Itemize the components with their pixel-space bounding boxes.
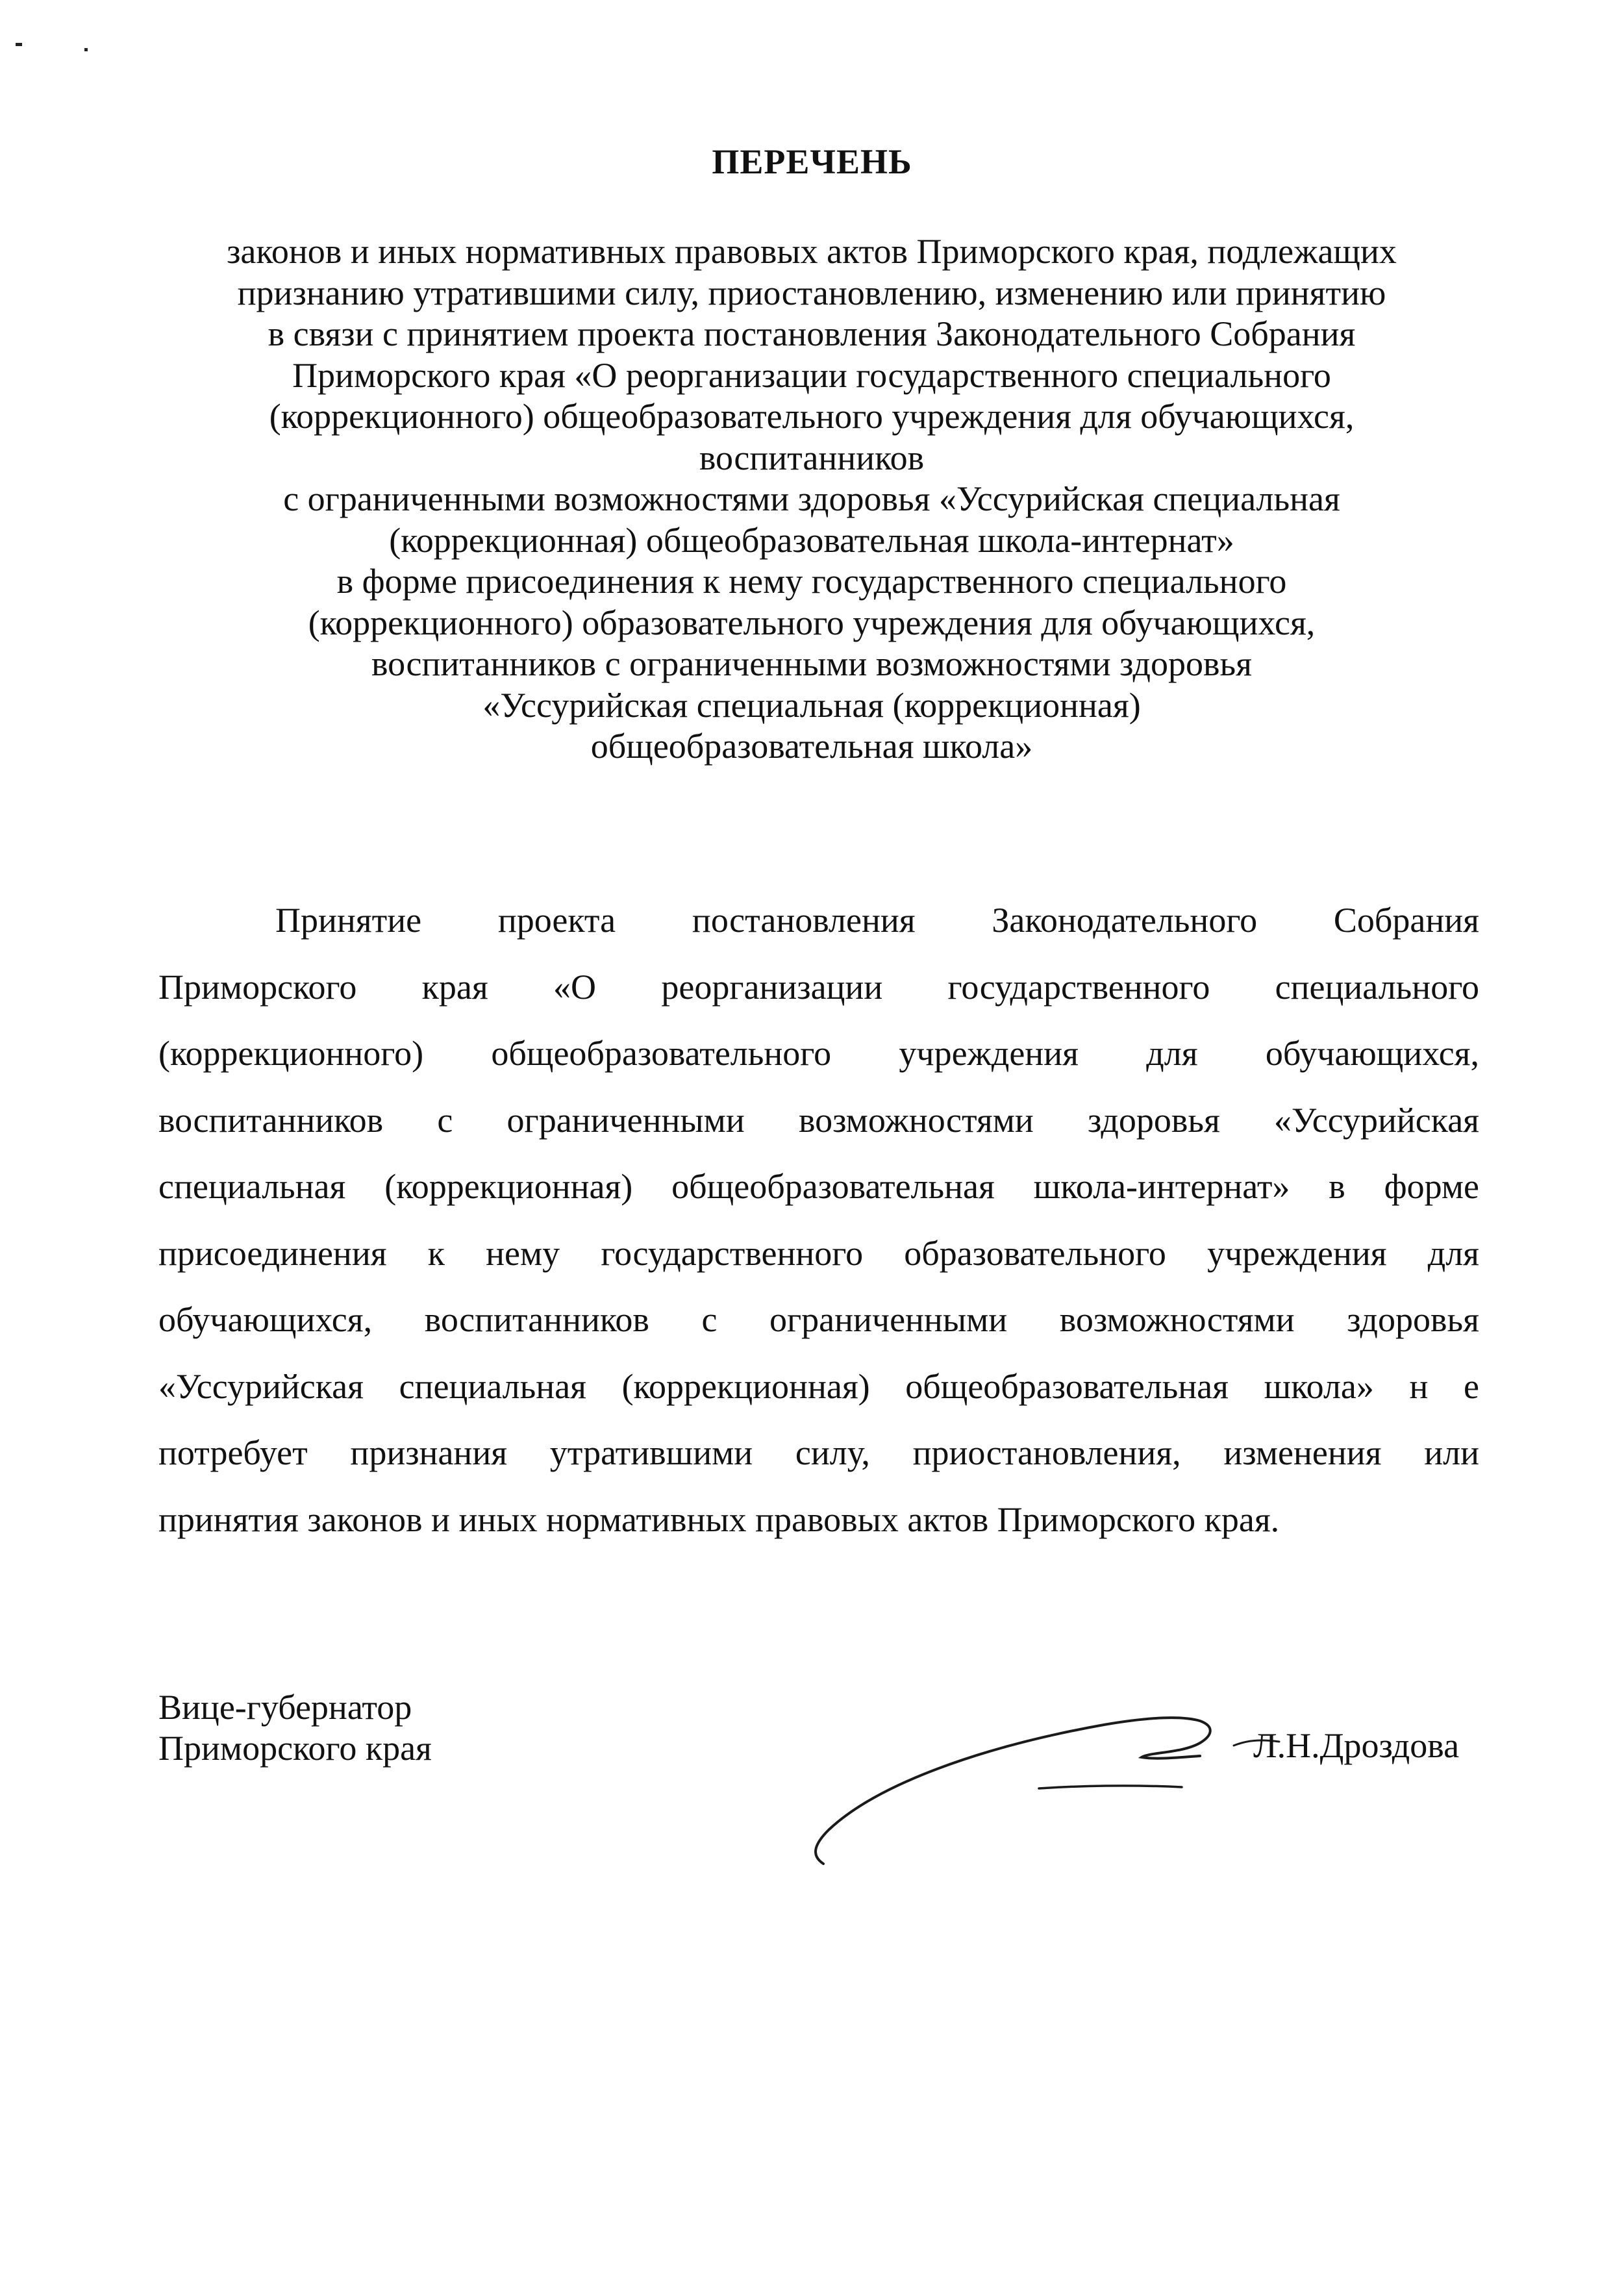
- subtitle-line: законов и иных нормативных правовых актов Приморского края, подлежащих: [227, 232, 1397, 271]
- subtitle-line: с ограниченными возможностями здоровья «Уссурийская специальная: [283, 479, 1340, 518]
- scan-speck: [84, 48, 88, 51]
- body-line: потребует признания утратившими силу, приостановления, изменения или: [158, 1433, 1479, 1472]
- body-line: Приморского края «О реорганизации государственного специального: [158, 967, 1479, 1007]
- subtitle-line: Приморского края «О реорганизации государственного специального: [292, 355, 1331, 395]
- subtitle-line: признанию утратившими силу, приостановлению, изменению или принятию: [237, 273, 1386, 312]
- body-line: (коррекционного) общеобразовательного учреждения для обучающихся,: [158, 1034, 1479, 1073]
- body-line: Принятие проекта постановления Законодательного Собрания: [275, 901, 1479, 940]
- body-line: воспитанников с ограниченными возможностями здоровья «Уссурийская: [158, 1100, 1479, 1140]
- body-line: присоединения к нему государственного образовательного учреждения для: [158, 1233, 1479, 1273]
- signatory-position: [158, 1687, 432, 1769]
- body-line: специальная (коррекционная) общеобразовательная школа-интернат» в форме: [158, 1167, 1479, 1206]
- subtitle-line: в форме присоединения к нему государственного специального: [336, 562, 1287, 601]
- subtitle-line: (коррекционного) образовательного учреждения для обучающихся,: [308, 603, 1316, 642]
- signatory-position-line: Приморского края: [158, 1729, 432, 1768]
- body-line: обучающихся, воспитанников с ограниченными возможностями здоровья: [158, 1300, 1479, 1339]
- body-line: принятия законов и иных нормативных правовых актов Приморского края.: [158, 1499, 1280, 1539]
- subtitle-line: (коррекционная) общеобразовательная школа-интернат»: [389, 520, 1234, 560]
- body-paragraph: [158, 887, 1479, 1553]
- scan-speck: [16, 43, 22, 46]
- signatory-position-line: Вице-губернатор: [158, 1688, 412, 1727]
- document-title: ПЕРЕЧЕНЬ: [712, 142, 912, 181]
- document-subtitle: [130, 231, 1493, 768]
- subtitle-line: «Уссурийская специальная (коррекционная): [482, 685, 1141, 725]
- body-line: «Уссурийская специальная (коррекционная) общеобразовательная школа» н е: [158, 1366, 1479, 1406]
- signatory-name: Л.Н.Дроздова: [1253, 1726, 1460, 1765]
- subtitle-line: воспитанников: [699, 438, 925, 477]
- subtitle-line: воспитанников с ограниченными возможностями здоровья: [371, 644, 1252, 683]
- subtitle-line: в связи с принятием проекта постановления Законодательного Собрания: [268, 314, 1356, 353]
- subtitle-line: (коррекционного) общеобразовательного учреждения для обучающихся,: [269, 397, 1355, 436]
- handwritten-signature: [766, 1675, 1299, 1870]
- subtitle-line: общеобразовательная школа»: [590, 727, 1033, 766]
